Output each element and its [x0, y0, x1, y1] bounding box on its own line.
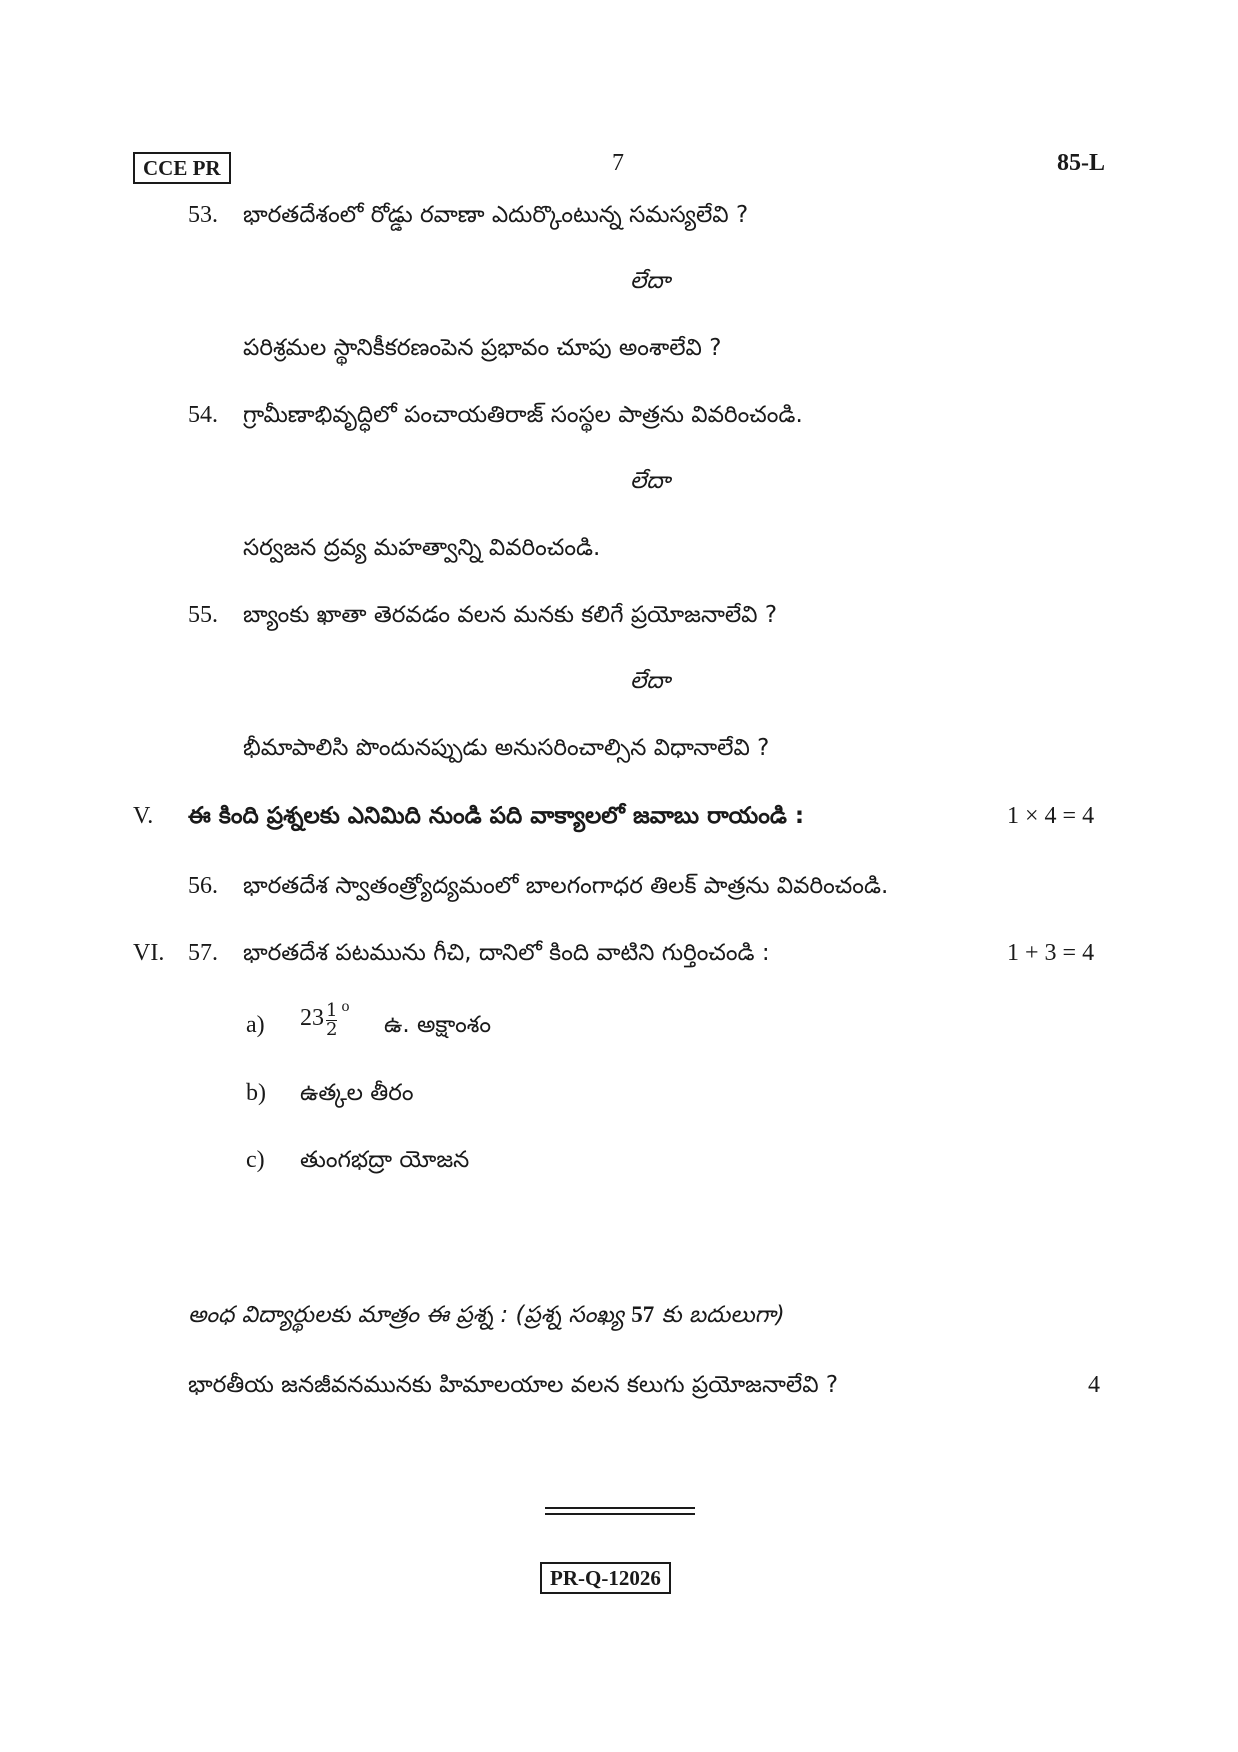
blind-heading-pre: అంధ విద్యార్థులకు మాత్రం ఈ ప్రశ్న : (ప్రశ్న సంఖ్య — [188, 1302, 624, 1328]
blind-question-marks: 4 — [1088, 1372, 1100, 1398]
sub-item-label: b) — [246, 1080, 266, 1106]
question-text: భారతదేశ స్వాతంత్ర్యోద్యమంలో బాలగంగాధర తిలక్ పాత్రను వివరించండి. — [243, 873, 889, 899]
question-number: 56. — [188, 873, 218, 899]
footer-code: PR-Q-12026 — [540, 1562, 671, 1594]
section-marks: 1 + 3 = 4 — [1007, 940, 1095, 966]
question-number: 54. — [188, 402, 218, 428]
blind-heading-post: కు బదులుగా) — [661, 1302, 785, 1328]
fraction-denominator: 2 — [326, 1019, 338, 1040]
sub-item-text: ఉత్కల తీరం — [300, 1080, 414, 1106]
latitude-whole: 23 — [300, 1005, 324, 1031]
or-label: లేదా — [630, 468, 671, 494]
latitude-value — [300, 998, 349, 1039]
or-label: లేదా — [630, 668, 671, 694]
header-left-code: CCE PR — [133, 152, 231, 184]
question-text: భారతదేశంలో రోడ్డు రవాణా ఎదుర్కొంటున్న సమస్యలేవి ? — [243, 202, 749, 228]
sub-item-label: c) — [246, 1147, 265, 1173]
sub-item-text: తుంగభద్రా యోజన — [300, 1147, 470, 1173]
blind-question-text: భారతీయ జనజీవనమునకు హిమాలయాల వలన కలుగు ప్రయోజనాలేవి ? — [188, 1372, 839, 1398]
end-rule-top — [545, 1507, 695, 1509]
degree-symbol: o — [341, 998, 350, 1015]
question-alt-text: పరిశ్రమల స్థానికీకరణంపెన ప్రభావం చూపు అంశాలేవి ? — [243, 335, 722, 361]
question-alt-text: సర్వజన ద్రవ్య మహత్వాన్ని వివరించండి. — [243, 535, 601, 561]
section-roman: V. — [133, 803, 154, 829]
question-text: గ్రామీణాభివృద్ధిలో పంచాయతిరాజ్ సంస్థల పాత్రను వివరించండి. — [243, 402, 803, 428]
section-roman: VI. — [133, 940, 165, 966]
blind-heading — [188, 1302, 785, 1334]
section-marks: 1 × 4 = 4 — [1007, 803, 1095, 829]
header-right-code: 85-L — [1057, 150, 1105, 176]
question-number: 57. — [188, 940, 218, 966]
section-instruction: ఈ కింది ప్రశ్నలకు ఎనిమిది నుండి పది వాక్యాలలో జవాబు రాయండి : — [188, 803, 805, 829]
question-text: బ్యాంకు ఖాతా తెరవడం వలన మనకు కలిగే ప్రయోజనాలేవి ? — [243, 602, 778, 628]
question-text: భారతదేశ పటమును గీచి, దానిలో కింది వాటిని గుర్తించండి : — [243, 940, 770, 966]
end-rule-bottom — [545, 1513, 695, 1515]
blind-heading-number: 57 — [631, 1302, 655, 1327]
question-number: 55. — [188, 602, 218, 628]
page-number: 7 — [612, 150, 624, 176]
sub-item-text: ఉ. అక్షాంశం — [384, 1012, 492, 1038]
fraction-numerator: 1 — [326, 1000, 338, 1021]
or-label: లేదా — [630, 268, 671, 294]
question-alt-text: భీమాపాలిసి పొందునప్పుడు అనుసరించాల్సిన విధానాలేవి ? — [243, 735, 770, 761]
latitude-fraction — [326, 1002, 337, 1039]
question-number: 53. — [188, 202, 218, 228]
sub-item-label: a) — [246, 1012, 265, 1038]
